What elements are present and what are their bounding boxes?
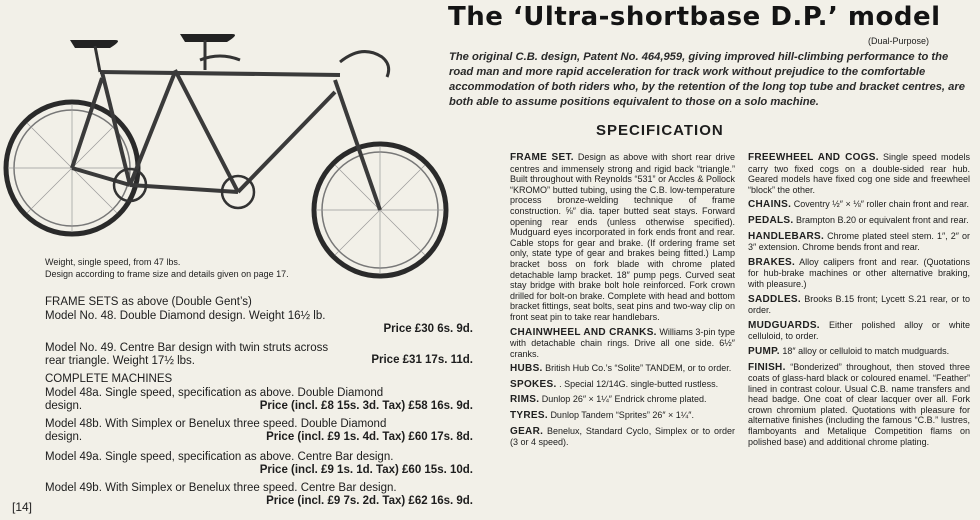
spec-tyres: TYRES. Dunlop Tandem “Sprites” 26″ × 1¼″.: [510, 410, 694, 422]
model-48a-entry: [45, 387, 473, 413]
model-48a-line2: design.: [45, 400, 83, 412]
page-title: The ‘Ultra-shortbase D.P.’ model: [448, 2, 941, 32]
model-49b-price: Price (incl. £9 7s. 2d. Tax) £62 16s. 9d.: [266, 495, 473, 507]
spec-pump: PUMP. 18″ alloy or celluloid to match mudguards.: [748, 345, 950, 357]
spec-hubs: HUBS. British Hub Co.’s “Solite” TANDEM, or to order.: [510, 363, 732, 375]
model-48b-line1: Model 48b. With Simplex or Benelux three speed. Double Diamond: [45, 418, 387, 430]
model-49a-price: Price (incl. £9 1s. 1d. Tax) £60 15s. 10d.: [259, 464, 473, 476]
complete-machines-heading: COMPLETE MACHINES: [45, 373, 173, 385]
spec-gear: GEAR. Benelux, Standard Cyclo, Simplex or to order (3 or 4 speed).: [510, 425, 735, 448]
page-number: [14]: [12, 500, 33, 514]
spec-column-left: [510, 152, 735, 452]
spec-rims: RIMS. Dunlop 26″ × 1¼″ Endrick chrome plated.: [510, 394, 707, 406]
model-48a-line1: Model 48a. Single speed, specification as above. Double Diamond: [45, 387, 384, 399]
spec-freewheel: FREEWHEEL AND COGS. Single speed models carry two fixed cogs on a double-sided rear hub. Geared models have fixed cog one side and freewheel “block” the other.: [748, 152, 970, 195]
design-note: Design according to frame size and details given on page 17.: [45, 269, 289, 279]
spec-chainwheel: CHAINWHEEL AND CRANKS. Williams 3-pin type with detachable chain rings. Drive all one side. 6½″ cranks.: [510, 326, 735, 359]
subtitle: (Dual-Purpose): [868, 36, 930, 46]
spec-spokes: SPOKES. . Special 12/14G. single-butted rustless.: [510, 378, 719, 390]
spec-brakes: BRAKES. Alloy calipers front and rear. (Quotations for hub-brake machines or other alternative braking, with pleasure.): [748, 256, 970, 289]
intro-paragraph: The original C.B. design, Patent No. 464,959, giving improved hill-climbing performance to the road man and more rapid acceleration for track work without prejudice to the comfortable accommodation of both riders who, by the retention of the long top tube and bracket centres, are both able to assume positions equivalent to those on a solo machine.: [449, 51, 965, 108]
model-48b-line2: design.: [45, 431, 83, 443]
weight-caption: Weight, single speed, from 47 lbs.: [45, 257, 181, 267]
model-48b-price: Price (incl. £9 1s. 4d. Tax) £60 17s. 8d.: [266, 431, 473, 443]
model-48-price: Price £30 6s. 9d.: [383, 323, 473, 335]
frame-sets-heading: FRAME SETS as above (Double Gent’s): [45, 296, 252, 308]
model-49-price: Price £31 17s. 11d.: [371, 354, 473, 366]
model-49-text: Model No. 49. Centre Bar design with twin struts across rear triangle. Weight 17½ lbs.: [45, 342, 329, 367]
spec-frame-set: FRAME SET. Design as above with short rear drive centres and immensely strong and rigid back “triangle.” Built throughout with Reynolds “531” or Accles & Pollock “KROMO” butted tubing, using the C.B. low-temperature process bronze-welding technique of frame construction. ⅝″ dia. taper butted seat stays. Forward opening rear ends (unless otherwise specified). Mudguard eyes incorporated in fork ends front and rear. Cable stops for gear and brake. (If ordering frame set only, state type of gear and brakes being fitted.) Lamp bracket boss on fork blade with chrome plated detachable lamp bracket. 18″ pump pegs. Curved seat stay bridge with brake bolt hole reinforced. Fork crown drilled for bolt-on brake. Complete with head and bottom bracket fittings, seat bolts, seat pins and two-way clip on front seat pin to take rear handlebars.: [510, 152, 735, 322]
spec-column-right: [748, 152, 970, 451]
spec-chains: CHAINS. Coventry ½″ × ⅛″ roller chain front and rear.: [748, 199, 969, 211]
model-49b-entry: [45, 482, 473, 508]
model-49a-line1: Model 49a. Single speed, specification as above. Centre Bar design.: [45, 451, 394, 463]
model-49-entry: [45, 342, 473, 368]
model-49b-line1: Model 49b. With Simplex or Benelux three speed. Centre Bar design.: [45, 482, 397, 494]
tandem-bicycle-photo: [0, 20, 450, 285]
spec-handlebars: HANDLEBARS. Chrome plated steel stem. 1″, 2″ or 3″ extension. Chrome bends front and rear.: [748, 230, 970, 253]
spec-finish: FINISH. “Bonderized” throughout, then stoved three coats of glass-hard black or coloured enamel. “Feather” lined in contrast colour. Usual C.B. name transfers and head badge. One coat of clear lacquer over all. Fork crown chromium plated. Quotations with pleasure for alternative finishes (including the famous “C.B.” lustres, flamboyants and Metalique Competition flams on polished base) and additional chrome plating.: [748, 361, 970, 447]
model-49a-entry: [45, 451, 473, 477]
model-48a-price: Price (incl. £8 15s. 3d. Tax) £58 16s. 9d.: [259, 400, 473, 412]
spec-saddles: SADDLES. Brooks B.15 front; Lycett S.21 rear, or to order.: [748, 293, 970, 316]
model-48-entry: [45, 310, 473, 336]
spec-pedals: PEDALS. Brampton B.20 or equivalent front and rear.: [748, 214, 969, 226]
spec-mudguards: MUDGUARDS. Either polished alloy or white celluloid, to order.: [748, 319, 970, 342]
specification-heading: SPECIFICATION: [596, 122, 724, 139]
model-48-text: Model No. 48. Double Diamond design. Weight 16½ lb.: [45, 310, 326, 322]
model-48b-entry: [45, 418, 473, 444]
